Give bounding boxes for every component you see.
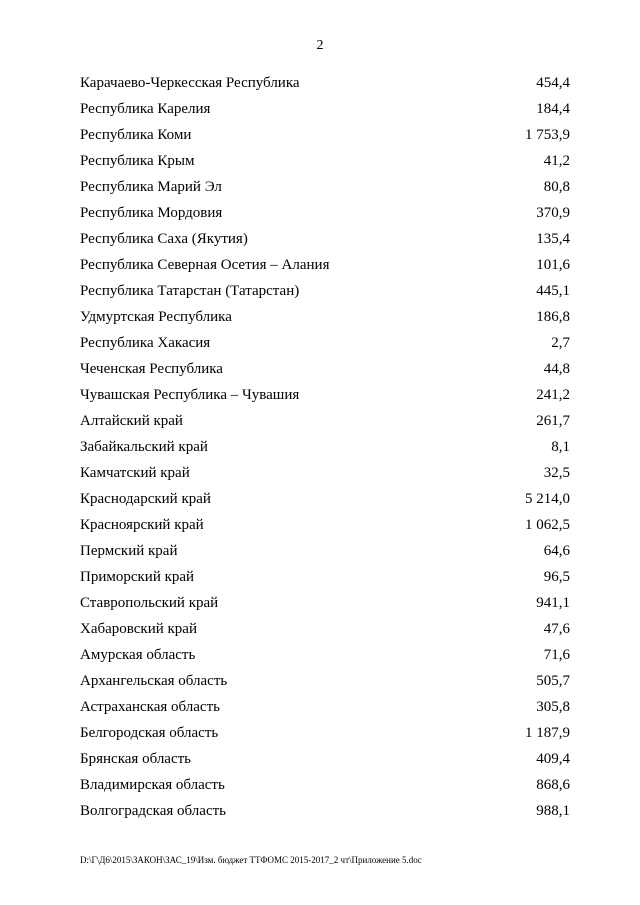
list-item <box>80 330 570 356</box>
region-name: Республика Крым <box>80 153 195 169</box>
region-name: Республика Саха (Якутия) <box>80 231 248 247</box>
region-amount: 409,4 <box>536 751 570 767</box>
region-amount: 5 214,0 <box>525 491 570 507</box>
region-name: Удмуртская Республика <box>80 309 232 325</box>
region-amount: 32,5 <box>543 465 570 481</box>
region-name: Приморский край <box>80 569 195 585</box>
region-amount: 445,1 <box>536 283 570 299</box>
region-name: Республика Коми <box>80 127 192 143</box>
region-name: Республика Хакасия <box>80 335 211 351</box>
list-item <box>80 226 570 252</box>
region-name: Чеченская Республика <box>80 361 223 377</box>
list-item <box>80 200 570 226</box>
list-item <box>80 382 570 408</box>
region-name: Владимирская область <box>80 777 225 793</box>
region-amount: 44,8 <box>543 361 570 377</box>
region-amount: 305,8 <box>536 699 570 715</box>
list-item <box>80 720 570 746</box>
region-amount: 868,6 <box>536 777 570 793</box>
region-amount: 64,6 <box>543 543 570 559</box>
region-amount: 41,2 <box>543 153 570 169</box>
list-item <box>80 278 570 304</box>
region-name: Архангельская область <box>80 673 228 689</box>
list-item <box>80 252 570 278</box>
list-item <box>80 538 570 564</box>
region-name: Республика Мордовия <box>80 205 223 221</box>
list-item <box>80 590 570 616</box>
list-item <box>80 512 570 538</box>
region-name: Республика Северная Осетия – Алания <box>80 257 330 273</box>
list-item <box>80 486 570 512</box>
region-name: Хабаровский край <box>80 621 197 637</box>
list-item <box>80 746 570 772</box>
list-item <box>80 616 570 642</box>
list-item <box>80 70 570 96</box>
list-item <box>80 642 570 668</box>
region-amount: 261,7 <box>536 413 570 429</box>
region-name: Брянская область <box>80 751 192 767</box>
region-amount: 370,9 <box>536 205 570 221</box>
region-name: Краснодарский край <box>80 491 211 507</box>
region-amount: 241,2 <box>536 387 570 403</box>
list-item <box>80 174 570 200</box>
region-amount: 47,6 <box>543 621 570 637</box>
region-name: Астраханская область <box>80 699 220 715</box>
region-amount: 71,6 <box>543 647 570 663</box>
region-amount: 1 187,9 <box>525 725 570 741</box>
list-item <box>80 798 570 824</box>
document-file-path: D:\Г\Д6\2015\ЗАКОН\ЗАС_19\Изм. бюджет ТТФОМС 2015-2017_2 чт\Приложение 5.doc <box>80 855 422 865</box>
region-amount: 135,4 <box>536 231 570 247</box>
region-name: Ставропольский край <box>80 595 219 611</box>
region-amount: 454,4 <box>536 75 570 91</box>
region-name: Пермский край <box>80 543 178 559</box>
region-amount: 505,7 <box>536 673 570 689</box>
region-amount: 80,8 <box>543 179 570 195</box>
list-item <box>80 434 570 460</box>
region-allocation-list <box>80 70 570 824</box>
list-item <box>80 460 570 486</box>
region-name: Карачаево-Черкесская Республика <box>80 75 300 91</box>
region-name: Алтайский край <box>80 413 183 429</box>
region-amount: 101,6 <box>536 257 570 273</box>
region-name: Забайкальский край <box>80 439 208 455</box>
region-amount: 941,1 <box>536 595 570 611</box>
list-item <box>80 668 570 694</box>
list-item <box>80 96 570 122</box>
list-item <box>80 408 570 434</box>
region-amount: 2,7 <box>551 335 570 351</box>
list-item <box>80 122 570 148</box>
region-amount: 1 062,5 <box>525 517 570 533</box>
list-item <box>80 772 570 798</box>
region-name: Амурская область <box>80 647 196 663</box>
region-name: Республика Татарстан (Татарстан) <box>80 283 300 299</box>
list-item <box>80 564 570 590</box>
region-amount: 96,5 <box>543 569 570 585</box>
list-item <box>80 304 570 330</box>
region-amount: 184,4 <box>536 101 570 117</box>
region-name: Красноярский край <box>80 517 204 533</box>
region-name: Республика Карелия <box>80 101 211 117</box>
region-amount: 1 753,9 <box>525 127 570 143</box>
region-amount: 8,1 <box>551 439 570 455</box>
region-name: Чувашская Республика – Чувашия <box>80 387 300 403</box>
page-number: 2 <box>316 38 324 53</box>
list-item <box>80 694 570 720</box>
region-name: Волгоградская область <box>80 803 226 819</box>
region-name: Республика Марий Эл <box>80 179 222 195</box>
region-amount: 186,8 <box>536 309 570 325</box>
region-name: Камчатский край <box>80 465 190 481</box>
list-item <box>80 356 570 382</box>
region-name: Белгородская область <box>80 725 219 741</box>
region-amount: 988,1 <box>536 803 570 819</box>
list-item <box>80 148 570 174</box>
